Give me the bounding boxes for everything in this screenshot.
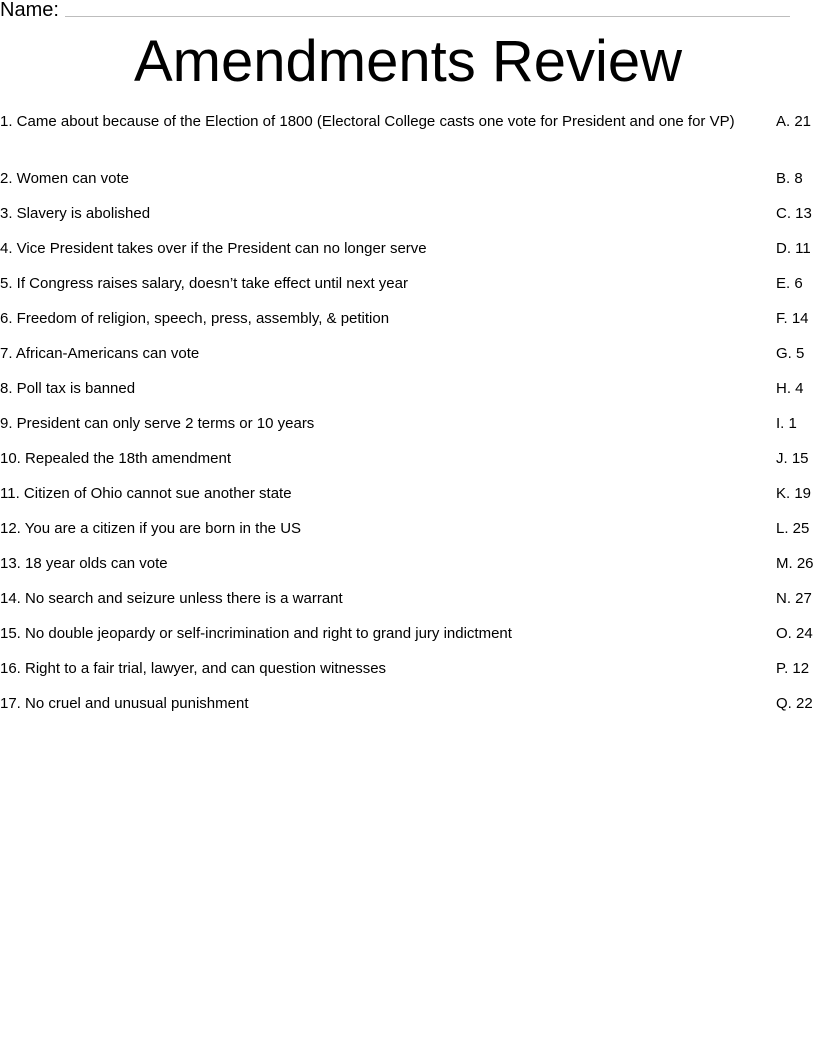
question-text: 16. Right to a fair trial, lawyer, and can question witnesses (0, 660, 387, 677)
question-row (0, 588, 816, 623)
answer-choice: N. 27 (776, 590, 812, 607)
question-row (0, 111, 816, 168)
question-text: 1. Came about because of the Election of 1800 (Electoral College casts one vote for President and one for VP) (0, 113, 735, 130)
question-text: 2. Women can vote (0, 170, 129, 187)
answer-choice: L. 25 (776, 520, 810, 537)
question-row (0, 168, 816, 203)
answer-choice: E. 6 (776, 275, 803, 292)
question-text: 3. Slavery is abolished (0, 205, 151, 222)
question-row (0, 483, 816, 518)
question-text: 12. You are a citizen if you are born in the US (0, 520, 302, 537)
question-row (0, 413, 816, 448)
question-text: 10. Repealed the 18th amendment (0, 450, 231, 467)
answer-choice: F. 14 (776, 310, 809, 327)
question-row (0, 658, 816, 693)
name-blank-line (65, 16, 790, 17)
answer-choice: K. 19 (776, 485, 812, 502)
answer-choice: C. 13 (776, 205, 812, 222)
answer-choice: I. 1 (776, 415, 797, 432)
question-row (0, 448, 816, 483)
answer-choice: J. 15 (776, 450, 809, 467)
answer-choice: D. 11 (776, 240, 811, 257)
question-text: 9. President can only serve 2 terms or 10 years (0, 415, 315, 432)
question-text: 7. African-Americans can vote (0, 345, 200, 362)
answer-choice: O. 24 (776, 625, 813, 642)
answer-choice: H. 4 (776, 380, 804, 397)
question-text: 6. Freedom of religion, speech, press, assembly, & petition (0, 310, 390, 327)
answer-choice: A. 21 (776, 113, 812, 130)
answer-choice: B. 8 (776, 170, 803, 187)
question-row (0, 343, 816, 378)
question-row (0, 238, 816, 273)
question-text: 8. Poll tax is banned (0, 380, 136, 397)
name-row (0, 0, 790, 24)
question-text: 14. No search and seizure unless there is a warrant (0, 590, 343, 607)
question-row (0, 378, 816, 413)
page-title: Amendments Review (134, 29, 682, 94)
question-text: 13. 18 year olds can vote (0, 555, 168, 572)
question-row (0, 553, 816, 588)
answer-choice: M. 26 (776, 555, 814, 572)
question-row (0, 203, 816, 238)
answer-choice: P. 12 (776, 660, 810, 677)
question-row (0, 693, 816, 728)
question-list (0, 111, 816, 728)
question-text: 4. Vice President takes over if the President can no longer serve (0, 240, 427, 257)
question-row (0, 623, 816, 658)
question-text: 17. No cruel and unusual punishment (0, 695, 249, 712)
name-label: Name: (0, 0, 59, 21)
answer-choice: G. 5 (776, 345, 805, 362)
question-row (0, 273, 816, 308)
answer-choice: Q. 22 (776, 695, 813, 712)
question-text: 15. No double jeopardy or self-incrimination and right to grand jury indictment (0, 625, 512, 642)
question-text: 5. If Congress raises salary, doesn’t take effect until next year (0, 275, 408, 292)
question-row (0, 308, 816, 343)
question-row (0, 518, 816, 553)
question-text: 11. Citizen of Ohio cannot sue another state (0, 485, 292, 502)
